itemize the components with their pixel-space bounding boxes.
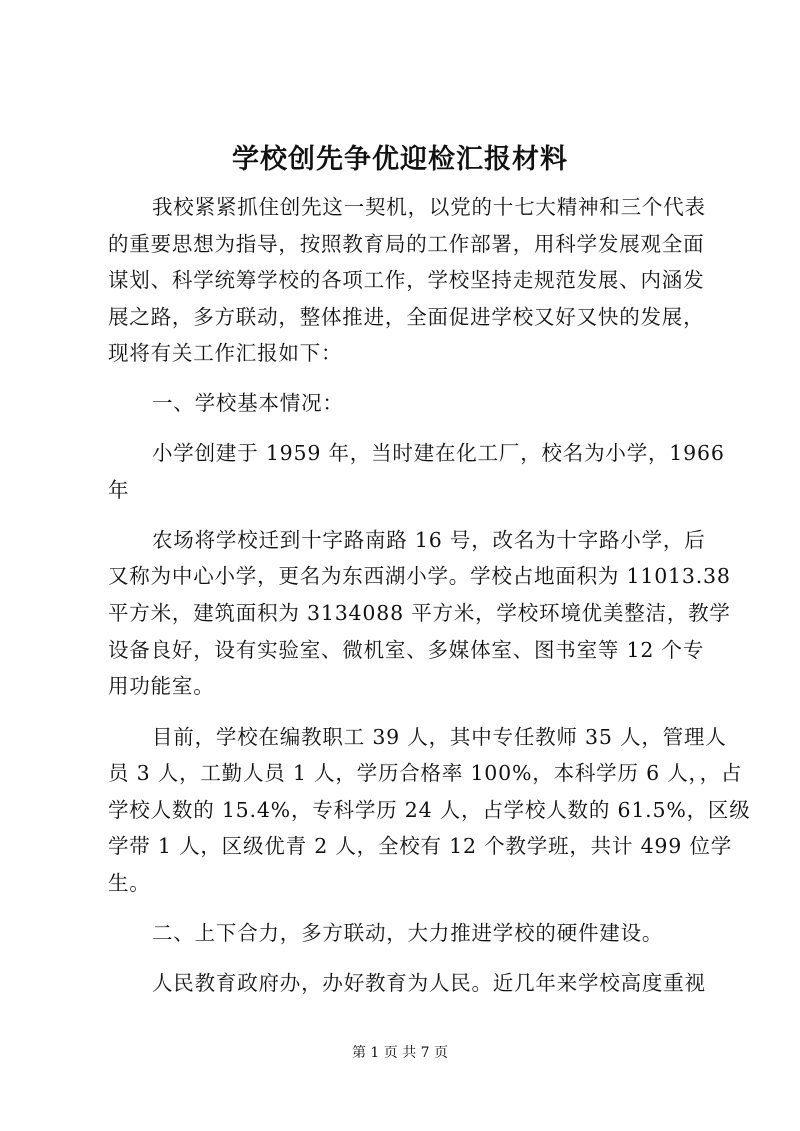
body-line: 用功能室。	[108, 674, 215, 698]
page-indicator: 第 1 页 共 7 页	[351, 1045, 449, 1061]
body-line: 我校紧紧抓住创先这一契机，以党的十七大精神和三个代表	[152, 195, 706, 219]
body-line: 又称为中心小学，更名为东西湖小学。学校占地面积为 11013.38	[108, 564, 731, 588]
body-line: 设备良好，设有实验室、微机室、多媒体室、图书室等 12 个专	[108, 638, 705, 662]
body-line: 小学创建于 1959 年，当时建在化工厂，校名为小学，1966	[152, 441, 725, 465]
section-heading: 二、上下合力，多方联动，大力推进学校的硬件建设。	[152, 921, 664, 945]
body-line: 展之路，多方联动，整体推进，全面促进学校又好又快的发展，	[108, 305, 705, 329]
body-line: 现将有关工作汇报如下：	[108, 341, 343, 365]
body-line: 谋划、科学统筹学校的各项工作，学校坚持走规范发展、内涵发	[108, 268, 705, 292]
body-line: 生。	[108, 871, 151, 895]
body-line: 目前，学校在编教职工 39 人，其中专任教师 35 人，管理人	[152, 725, 727, 749]
body-line: 学带 1 人，区级优青 2 人，全校有 12 个教学班，共计 499 位学	[108, 834, 733, 858]
body-line: 学校人数的 15.4%，专科学历 24 人，占学校人数的 61.5%，区级	[108, 798, 751, 822]
document-title: 学校创先争优迎检汇报材料	[232, 144, 568, 175]
section-heading: 一、学校基本情况：	[152, 391, 344, 415]
body-line: 平方米，建筑面积为 3134088 平方米，学校环境优美整洁，教学	[108, 601, 731, 625]
body-line: 员 3 人，工勤人员 1 人，学历合格率 100%，本科学历 6 人，，占	[108, 761, 743, 785]
body-line: 人民教育政府办，办好教育为人民。近几年来学校高度重视	[152, 971, 706, 995]
body-line: 农场将学校迁到十字路南路 16 号，改名为十字路小学，后	[152, 528, 706, 552]
body-line: 的重要思想为指导，按照教育局的工作部署，用科学发展观全面	[108, 232, 705, 256]
body-line: 年	[108, 478, 130, 502]
